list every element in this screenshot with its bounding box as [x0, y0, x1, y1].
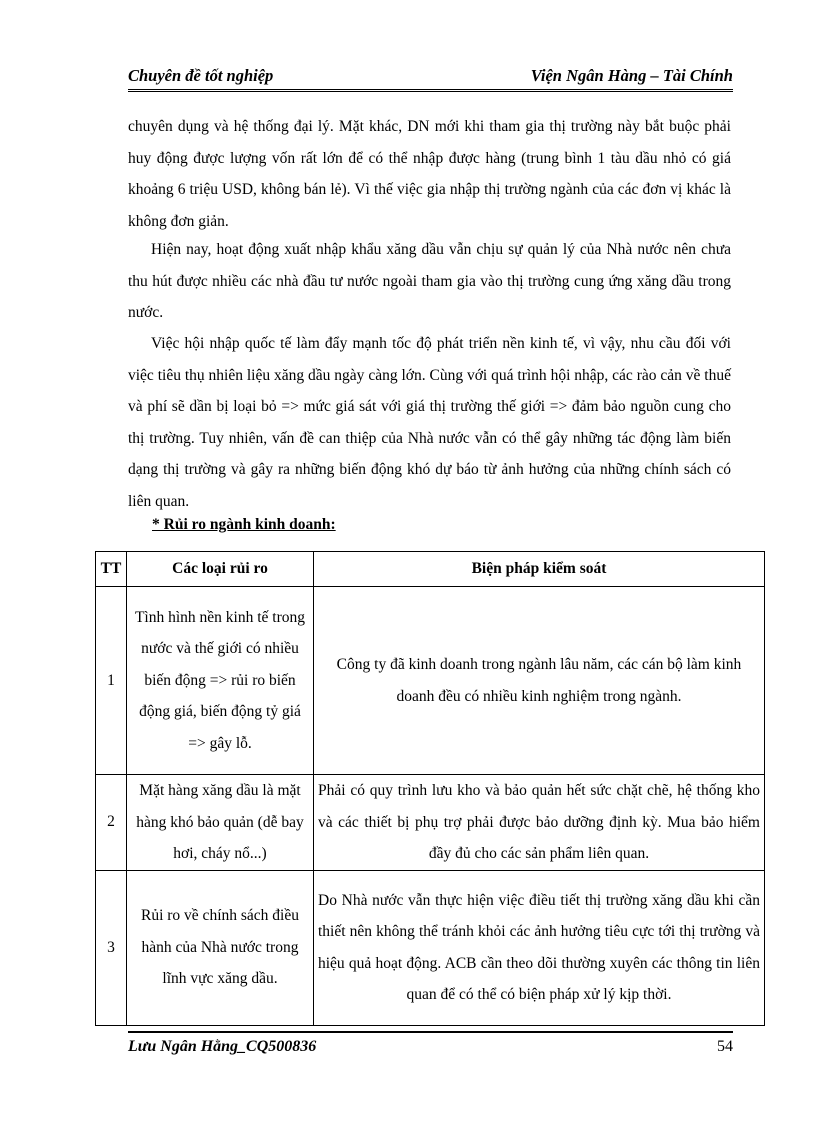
section-heading-business-risk: * Rủi ro ngành kinh doanh:: [152, 516, 336, 533]
page-footer: [128, 1038, 733, 1056]
page-number: 54: [717, 1038, 733, 1055]
row-number: 2: [96, 775, 127, 871]
risk-table: [95, 551, 765, 1026]
table-row: [96, 870, 765, 1025]
page-header: [128, 66, 733, 86]
control-cell: Công ty đã kinh doanh trong ngành lâu năm, các cán bộ làm kinh doanh đều có nhiều kinh nghiệm trong ngành.: [314, 587, 765, 775]
footer-divider: [128, 1031, 733, 1033]
header-thesis-title: Chuyên đề tốt nghiệp: [128, 66, 274, 85]
footer-author: Lưu Ngân Hằng_CQ500836: [128, 1038, 317, 1055]
paragraph-integration: Việc hội nhập quốc tế làm đẩy mạnh tốc độ phát triển nền kinh tế, vì vậy, nhu cầu đối với việc tiêu thụ nhiên liệu xăng dầu ngày càng lớn. Cùng với quá trình hội nhập, các rào cản về thuế và phí sẽ dần bị loại bỏ => mức giá sát với giá thị trường thế giới => đảm bảo nguồn cung cho thị trường. Tuy nhiên, vấn đề can thiệp của Nhà nước vẫn có thể gây những tác động làm biến dạng thị trường và gây ra những biến động khó dự báo từ ảnh hưởng của những chính sách có liên quan.: [128, 335, 731, 510]
risk-cell: Rủi ro về chính sách điều hành của Nhà nước trong lĩnh vực xăng dầu.: [127, 870, 314, 1025]
paragraph-market-entry: chuyên dụng và hệ thống đại lý. Mặt khác, DN mới khi tham gia thị trường này bắt buộc phải huy động được lượng vốn rất lớn để có thể nhập được hàng (trung bình 1 tàu dầu nhỏ có giá khoảng 6 triệu USD, không bán lẻ). Vì thế việc gia nhập thị trường ngành của các đơn vị khác là không đơn giản.: [128, 118, 731, 230]
table-row: [96, 775, 765, 871]
header-institute: Viện Ngân Hàng – Tài Chính: [530, 66, 733, 85]
control-cell: Phải có quy trình lưu kho và bảo quản hết sức chặt chẽ, hệ thống kho và các thiết bị phụ trợ phải được bảo dưỡng định kỳ. Mua bảo hiểm đầy đủ cho các sản phẩm liên quan.: [314, 775, 765, 871]
row-number: 3: [96, 870, 127, 1025]
risk-cell: Mặt hàng xăng dầu là mặt hàng khó bảo quản (dễ bay hơi, cháy nổ...): [127, 775, 314, 871]
row-number: 1: [96, 587, 127, 775]
header-control-measure: Biện pháp kiểm soát: [314, 552, 765, 587]
header-risk-type: Các loại rủi ro: [127, 552, 314, 587]
paragraph-import-export: Hiện nay, hoạt động xuất nhập khẩu xăng dầu vẫn chịu sự quản lý của Nhà nước nên chưa thu hút được nhiều các nhà đầu tư nước ngoài tham gia vào thị trường cung ứng xăng dầu trong nước.: [128, 241, 731, 321]
header-divider: [128, 89, 733, 92]
risk-cell: Tình hình nền kinh tế trong nước và thế giới có nhiều biến động => rủi ro biến động giá, biến động tỷ giá => gây lỗ.: [127, 587, 314, 775]
table-header-row: [96, 552, 765, 587]
table-row: [96, 587, 765, 775]
header-tt: TT: [96, 552, 127, 587]
control-cell: Do Nhà nước vẫn thực hiện việc điều tiết thị trường xăng dầu khi cần thiết nên không thể tránh khỏi các ảnh hưởng tiêu cực tới thị trường và hiệu quả hoạt động. ACB cần theo dõi thường xuyên các thông tin liên quan để có thể có biện pháp xử lý kịp thời.: [314, 870, 765, 1025]
